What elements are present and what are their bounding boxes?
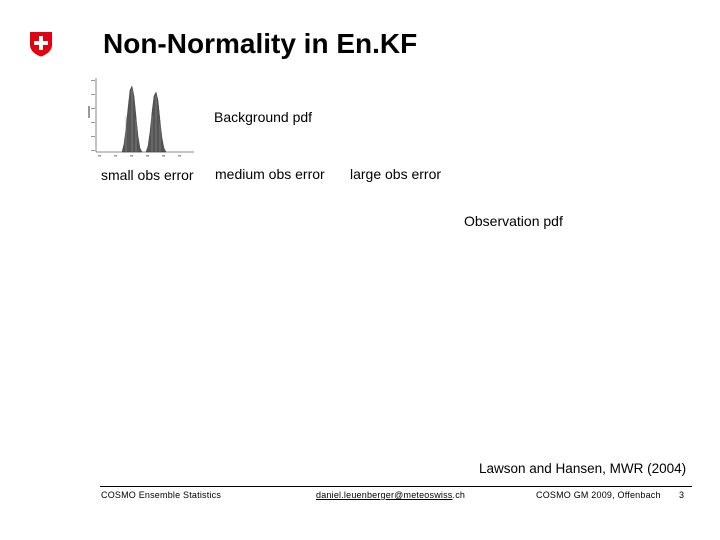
footer-email [316, 490, 465, 500]
email-suffix: .ch [452, 490, 466, 500]
large-obs-error-label: large obs error [350, 166, 442, 182]
reference-citation: Lawson and Hansen, MWR (2004) [479, 461, 687, 476]
small-obs-error-label: small obs error [101, 167, 194, 183]
observation-pdf-label: Observation pdf [464, 213, 563, 229]
slide-title: Non-Normality in En.KF [103, 28, 418, 59]
footer-right-text: COSMO GM 2009, Offenbach [536, 490, 661, 500]
footer-divider [100, 486, 692, 487]
background-pdf-histogram [88, 76, 200, 162]
background-pdf-label: Background pdf [214, 109, 313, 125]
page-number: 3 [679, 490, 685, 500]
swiss-cross-icon [28, 31, 54, 57]
email-link[interactable]: daniel.leuenberger@meteoswiss [316, 490, 453, 500]
medium-obs-error-label: medium obs error [215, 166, 325, 182]
footer-left-text: COSMO Ensemble Statistics [101, 490, 222, 500]
